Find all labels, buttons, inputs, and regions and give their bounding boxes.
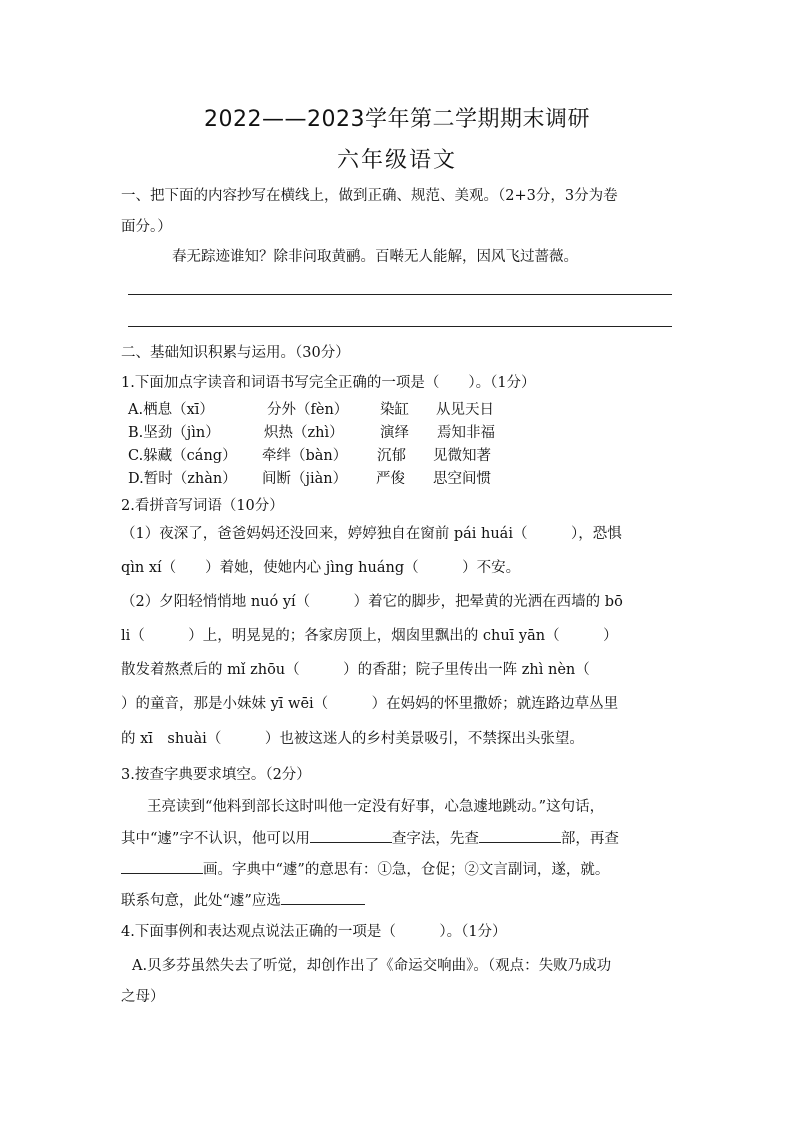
- q3-line-2-part-a: 其中“遽”字不认识，他可以用: [121, 831, 310, 847]
- q3-stem: 3.按查字典要求填空。（2分）: [121, 767, 311, 783]
- q2-line-3: （2）夕阳轻悄悄地 nuó yí（ ）着它的脚步，把晕黄的光洒在西墙的 bō: [121, 594, 623, 610]
- q2-line-4: li（ ）上，明晃晃的；各家房顶上，烟囱里飘出的 chuī yān（ ）: [121, 628, 618, 644]
- q3-line-2: [121, 828, 619, 849]
- q1-option-b-word3: 演绎: [380, 425, 409, 441]
- q4-option-a-cont: 之母）: [121, 989, 165, 1005]
- q3-line-2-part-b: 查字法，先查: [391, 831, 479, 847]
- poem-text: 春无踪迹谁知？除非问取黄鹂。百啭无人能解，因风飞过蔷薇。: [172, 249, 578, 265]
- q3-blank-method[interactable]: [310, 828, 392, 843]
- q3-blank-radical[interactable]: [479, 828, 561, 843]
- q1-option-c-word1: C.躲藏（cáng）: [128, 448, 237, 464]
- q1-option-d-word2: 间断（jiàn）: [262, 471, 348, 487]
- q1-option-b-word4: 焉知非福: [437, 425, 495, 441]
- q3-blank-meaning[interactable]: [281, 890, 365, 905]
- q1-option-c-word3: 沉郁: [377, 448, 406, 464]
- q1-option-a-word4: 从见天日: [436, 402, 494, 418]
- q3-line-2-part-c: 部，再查: [560, 831, 619, 847]
- q1-option-d-word1: D.暂时（zhàn）: [128, 471, 237, 487]
- section1-instruction-cont: 面分。）: [121, 219, 172, 235]
- copy-line-2[interactable]: [128, 326, 672, 327]
- q1-option-b-word1: B.坚劲（jìn）: [128, 425, 220, 441]
- q2-stem: 2.看拼音写词语（10分）: [121, 498, 284, 514]
- section1-instruction: 一、把下面的内容抄写在横线上，做到正确、规范、美观。（2+3分，3分为卷: [121, 188, 618, 204]
- q2-line-2: qìn xí（ ）着她，使她内心 jìng huáng（ ）不安。: [121, 560, 521, 576]
- q3-line-3: [121, 859, 609, 880]
- q1-option-c-word4: 见微知著: [433, 448, 491, 464]
- q1-option-c-word2: 牵绊（bàn）: [262, 448, 348, 464]
- q3-line-4: [121, 890, 365, 911]
- page-title: 2022——2023学年第二学期期末调研: [204, 107, 590, 132]
- section2-heading: 二、基础知识积累与运用。（30分）: [121, 345, 350, 361]
- q3-line-1: 王亮读到“他料到部长这时叫他一定没有好事，心急遽地跳动。”这句话，: [147, 799, 605, 815]
- copy-line-1[interactable]: [128, 294, 672, 295]
- q3-line-4-text: 联系句意，此处“遽”应选: [121, 893, 281, 909]
- q2-line-6: ）的童音，那是小妹妹 yī wēi（ ）在妈妈的怀里撒娇；就连路边草丛里: [121, 696, 619, 712]
- q4-option-a: A.贝多芬虽然失去了听觉，却创作出了《命运交响曲》。（观点：失败乃成功: [132, 958, 612, 974]
- q1-stem: 1.下面加点字读音和词语书写完全正确的一项是（ ）。（1分）: [121, 375, 536, 391]
- q3-blank-strokes[interactable]: [121, 859, 203, 874]
- q1-option-d-word4: 思空间惯: [433, 471, 491, 487]
- q2-line-5: 散发着熬煮后的 mǐ zhōu（ ）的香甜；院子里传出一阵 zhì nèn（: [121, 662, 590, 678]
- q1-option-a-word3: 染缸: [380, 402, 409, 418]
- q1-option-a-word2: 分外（fèn）: [267, 402, 349, 418]
- q1-option-d-word3: 严俊: [376, 471, 405, 487]
- q4-stem: 4.下面事例和表达观点说法正确的一项是（ ）。（1分）: [121, 924, 507, 940]
- q2-line-1: （1）夜深了，爸爸妈妈还没回来，婷婷独自在窗前 pái huái（ ），恐惧: [121, 526, 622, 542]
- q2-line-7: 的 xī shuài（ ）也被这迷人的乡村美景吸引，不禁探出头张望。: [121, 731, 584, 747]
- q1-option-a-word1: A.栖息（xī）: [128, 402, 214, 418]
- q1-option-b-word2: 炽热（zhì）: [264, 425, 344, 441]
- q3-line-3-text: 画。字典中“遽”的意思有：①急，仓促；②文言副词，遂，就。: [203, 862, 610, 878]
- page-subtitle: 六年级语文: [336, 148, 457, 173]
